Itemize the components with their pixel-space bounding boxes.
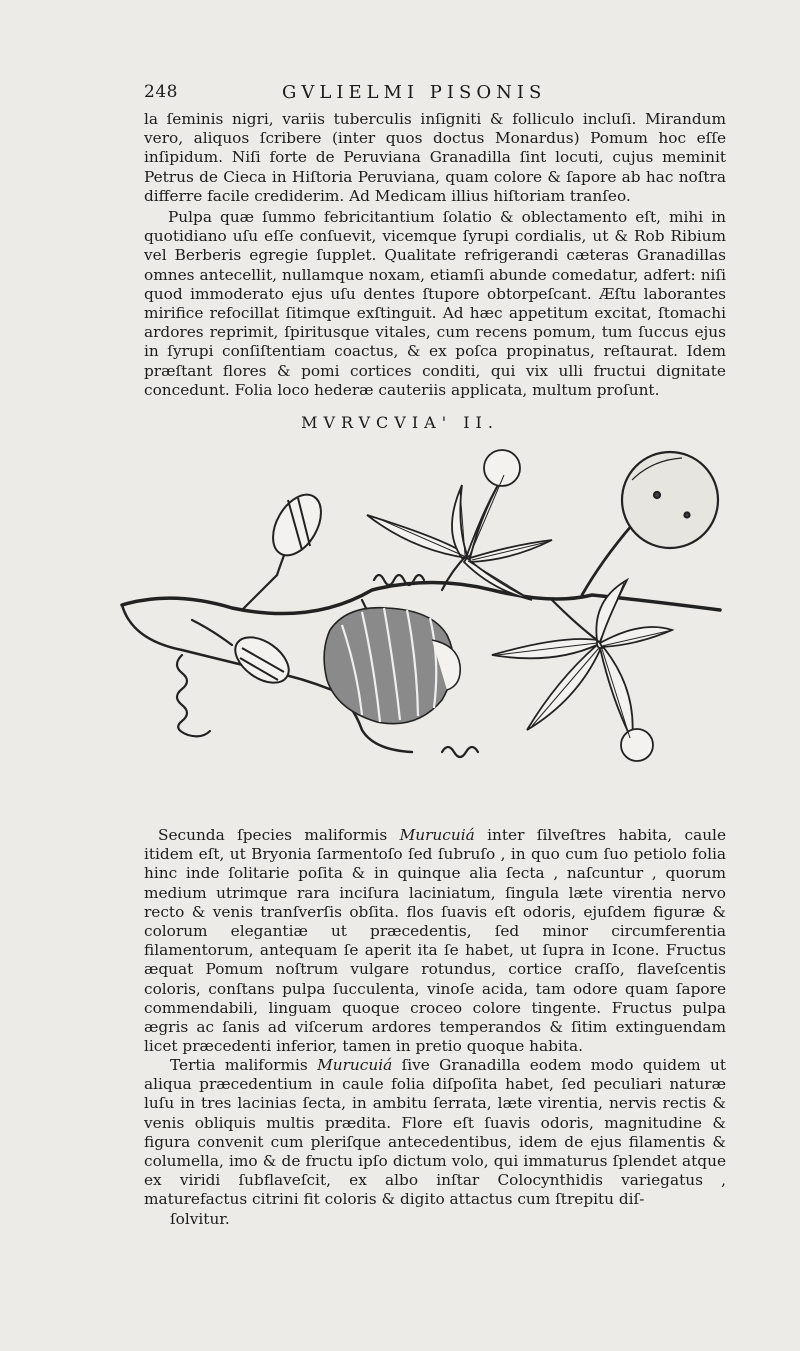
page-number: 248 <box>144 82 178 102</box>
p4-last-line: ſolvitur. <box>170 1209 230 1228</box>
p3-species-name: Murucuiá <box>399 826 475 844</box>
p4-species-name: Murucuiá <box>317 1056 393 1074</box>
paragraph-tertia <box>144 1056 726 1229</box>
figure-title: MVRVCVIA' II. <box>301 413 499 432</box>
passion-fruit-illustration-icon <box>112 440 732 780</box>
paragraph-continuation: la ſeminis nigri, variis tuberculis inſigniti & folliculo incluſi. Mirandum vero, aliquos ſcribere (inter quos doctus Monardus) Pomum hoc eſſe inſipidum. Niſi forte de Peruviana Granadilla ſint locuti, cujus meminit Petrus de Cieca in Hiſtoria Peruviana, quam colore & ſapore ab hac noſtra differre facile crediderim. Ad Medicam illius hiſtoriam tranſeo. <box>144 110 726 205</box>
p4-text-rest: ſive Granadilla eodem modo quidem ut aliqua præcedentium in caule folia diſpoſita habet, ſed peculiari naturæ luſu in tres lacinias ſecta, in ambitu ſerrata, læte virentia, nervis rectis & venis obliquis multis prædita. Flore eſt ſuavis odoris, magnitudine & figura convenit cum pleriſque antecedentibus, idem de ejus filamentis & columella, imo & de fructu ipſo dictum volo, qui immaturus ſplendet atque ex viridi ſubflaveſcit, ex albo inſtar Colocynthidis variegatus , maturefactus citrini fit coloris & digito attactus cum ſtrepitu diſ- <box>144 1056 726 1209</box>
running-head: GVLIELMI PISONIS <box>282 82 547 103</box>
paragraph-pulpa: Pulpa quæ ſummo febricitantium ſolatio & oblectamento eſt, mihi in quotidiano uſu eſſe conſuevit, vicemque ſyrupi cordialis, ut & Rob Ribium vel Berberis egregie ſupplet. Qualitate refrigerandi cæteras Granadillas omnes antecellit, nullamque noxam, etiamſi abunde comedatur, adfert: niſi quod immoderato ejus uſu dentes ſtupore obtorpeſcant. Æſtu laborantes mirifice refocillat ſitimque exſtinguit. Ad hæc appetitum excitat, ſtomachi ardores reprimit, ſpiritusque vitales, cum recens pomum, tum ſuccus ejus in ſyrupi conſiſtentiam coactus, & ex poſca propinatus, reſtaurat. Idem præſtant flores & pomi cortices conditi, qui vix ulli fructui dignitate concedunt. Folia loco hederæ cauteriis applicata, multum proſunt. <box>144 208 726 399</box>
p3-text-start: Secunda ſpecies maliformis <box>158 826 400 844</box>
page-header <box>0 82 800 108</box>
p4-text-start: Tertia maliformis <box>170 1056 318 1074</box>
paragraph-secunda <box>144 826 726 1056</box>
p3-text-rest: inter ſilveſtres habita, caule itidem eſt, ut Bryonia ſarmentoſo ſed ſubruſo , in quo cum ſuo petiolo folia hinc inde ſolitarie poſita & in quinque alia ſecta , naſcuntur , quorum medium utrimque rara inciſura laciniatum, ſingula læte virentia nervo recto & venis tranſverſis obſita. flos ſuavis eſt odoris, ejuſdem figuræ & colorum elegantiæ ut præcedentis, ſed minor circumferentia filamentorum, antequam ſe aperit ita ſe habet, ut ſupra in Icone. Fructus æquat Pomum noſtrum vulgare rotundus, cortice craſſo, flaveſcentis coloris, conſtans pulpa ſucculenta, vinoſe acida, tam odore quam ſapore commendabili, linguam quoque croceo colore tingente. Fructus pulpa ægris ac ſanis ad viſcerum ardores temperandos & ſitim extinguendam licet præcedenti inferior, tamen in pretio quoque habita. <box>144 826 726 1056</box>
